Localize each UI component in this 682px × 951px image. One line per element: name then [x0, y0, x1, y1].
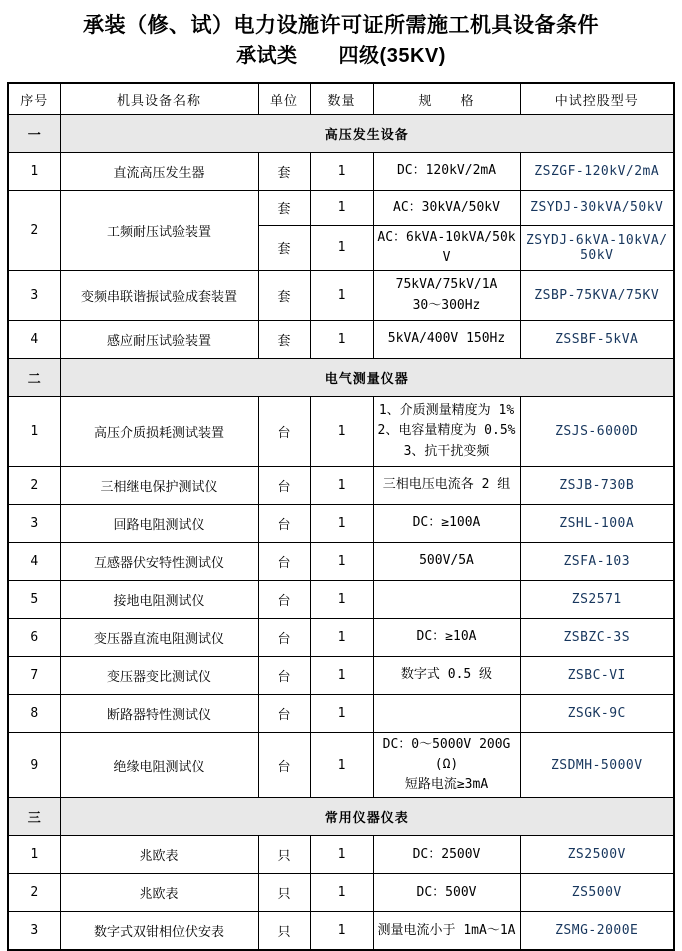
model-cell: ZSMG-2000E — [520, 912, 674, 950]
equipment-name-cell: 变压器直流电阻测试仪 — [60, 619, 258, 657]
row-number-cell: 1 — [8, 152, 60, 190]
row-number-cell: 8 — [8, 695, 60, 733]
spec-line: 2、电容量精度为 0.5% — [377, 423, 516, 439]
model-cell: ZSHL-100A — [520, 505, 674, 543]
spec-line: 短路电流≥3mA — [404, 777, 489, 793]
quantity-cell: 1 — [310, 543, 373, 581]
unit-cell: 台 — [258, 733, 310, 798]
spec-line: 75kVA/75kV/1A — [395, 277, 498, 293]
unit-cell: 只 — [258, 874, 310, 912]
row-number-cell: 2 — [8, 874, 60, 912]
spec-cell — [373, 657, 520, 695]
spec-line: 5kVA/400V 150Hz — [387, 331, 506, 347]
model-cell: ZSSBF-5kVA — [520, 321, 674, 359]
equipment-name-cell: 变频串联谐振试验成套装置 — [60, 271, 258, 321]
section-row — [8, 359, 674, 397]
spec-line: 500V/5A — [419, 553, 474, 569]
equipment-name-cell: 变压器变比测试仪 — [60, 657, 258, 695]
header-cell-unit: 单位 — [258, 83, 310, 114]
unit-cell: 台 — [258, 657, 310, 695]
page-subtitle: 承试类 四级(35KV) — [236, 45, 446, 68]
spec-line: DC：0～5000V 200G(Ω) — [382, 737, 511, 773]
quantity-cell: 1 — [310, 912, 373, 950]
row-number-cell: 1 — [8, 397, 60, 467]
equipment-name-cell: 互感器伏安特性测试仪 — [60, 543, 258, 581]
equipment-name-cell: 感应耐压试验装置 — [60, 321, 258, 359]
quantity-cell: 1 — [310, 505, 373, 543]
equipment-name-cell: 绝缘电阻测试仪 — [60, 733, 258, 798]
model-cell: ZSDMH-5000V — [520, 733, 674, 798]
equipment-name-cell: 断路器特性测试仪 — [60, 695, 258, 733]
unit-cell: 套 — [258, 225, 310, 270]
equipment-row — [8, 397, 674, 467]
model-cell: ZSYDJ-6kVA-10kVA/50kV — [520, 225, 674, 270]
table-header-row — [8, 83, 674, 114]
equipment-row — [8, 874, 674, 912]
spec-cell — [373, 912, 520, 950]
quantity-cell: 1 — [310, 271, 373, 321]
spec-cell — [373, 733, 520, 798]
header-cell-spec: 规 格 — [373, 83, 520, 114]
spec-line: 数字式 0.5 级 — [400, 667, 493, 683]
section-row — [8, 114, 674, 152]
row-number-cell: 1 — [8, 836, 60, 874]
equipment-name-cell: 接地电阻测试仪 — [60, 581, 258, 619]
spec-cell — [373, 467, 520, 505]
spec-cell — [373, 581, 520, 619]
spec-cell — [373, 505, 520, 543]
spec-line: 三相电压电流各 2 组 — [382, 477, 511, 493]
spec-line: 1、介质测量精度为 1% — [378, 403, 515, 419]
row-number-cell: 7 — [8, 657, 60, 695]
header-cell-equipment-name: 机具设备名称 — [60, 83, 258, 114]
unit-cell: 台 — [258, 695, 310, 733]
spec-line: 3、抗干扰变频 — [403, 443, 490, 459]
quantity-cell: 1 — [310, 657, 373, 695]
spec-cell — [373, 190, 520, 225]
unit-cell: 台 — [258, 505, 310, 543]
equipment-row — [8, 733, 674, 798]
page-title: 承装（修、试）电力设施许可证所需施工机具设备条件 — [83, 14, 599, 37]
unit-cell: 台 — [258, 543, 310, 581]
row-number-cell: 6 — [8, 619, 60, 657]
equipment-row — [8, 657, 674, 695]
unit-cell: 台 — [258, 467, 310, 505]
unit-cell: 台 — [258, 619, 310, 657]
table-body — [8, 114, 674, 950]
equipment-name-cell: 三相继电保护测试仪 — [60, 467, 258, 505]
row-number-cell: 5 — [8, 581, 60, 619]
spec-line: AC：30kVA/50kV — [393, 199, 500, 215]
equipment-row — [8, 467, 674, 505]
spec-cell — [373, 874, 520, 912]
model-cell: ZSYDJ-30kVA/50kV — [520, 190, 674, 225]
row-number-cell: 2 — [8, 467, 60, 505]
equipment-name-cell: 回路电阻测试仪 — [60, 505, 258, 543]
model-cell: ZSBZC-3S — [520, 619, 674, 657]
section-row — [8, 798, 674, 836]
equipment-row — [8, 619, 674, 657]
equipment-row — [8, 695, 674, 733]
unit-cell: 台 — [258, 581, 310, 619]
equipment-name-cell: 直流高压发生器 — [60, 152, 258, 190]
quantity-cell: 1 — [310, 225, 373, 270]
equipment-row — [8, 543, 674, 581]
unit-cell: 套 — [258, 190, 310, 225]
section-name: 电气测量仪器 — [60, 359, 674, 397]
spec-line: DC：120kV/2mA — [396, 163, 497, 179]
row-number-cell: 3 — [8, 505, 60, 543]
section-number: 一 — [8, 114, 60, 152]
spec-cell — [373, 152, 520, 190]
row-number-cell: 4 — [8, 321, 60, 359]
unit-cell: 台 — [258, 397, 310, 467]
equipment-row — [8, 152, 674, 190]
model-cell: ZS2500V — [520, 836, 674, 874]
equipment-name-cell: 工频耐压试验装置 — [60, 190, 258, 270]
equipment-table — [7, 82, 675, 951]
model-cell: ZSGK-9C — [520, 695, 674, 733]
equipment-row — [8, 505, 674, 543]
equipment-row — [8, 581, 674, 619]
model-cell: ZSFA-103 — [520, 543, 674, 581]
model-cell: ZS2571 — [520, 581, 674, 619]
spec-cell — [373, 225, 520, 270]
spec-cell — [373, 321, 520, 359]
spec-cell — [373, 271, 520, 321]
equipment-row — [8, 190, 674, 225]
spec-line: AC：6kVA-10kVA/50kV — [377, 229, 516, 265]
unit-cell: 只 — [258, 836, 310, 874]
unit-cell: 套 — [258, 321, 310, 359]
row-number-cell: 4 — [8, 543, 60, 581]
quantity-cell: 1 — [310, 619, 373, 657]
section-number: 二 — [8, 359, 60, 397]
spec-line: DC：≥100A — [412, 515, 481, 531]
section-name: 常用仪器仪表 — [60, 798, 674, 836]
spec-line: DC：500V — [416, 884, 477, 900]
quantity-cell: 1 — [310, 321, 373, 359]
spec-cell — [373, 695, 520, 733]
quantity-cell: 1 — [310, 190, 373, 225]
equipment-name-cell: 数字式双钳相位伏安表 — [60, 912, 258, 950]
section-number: 三 — [8, 798, 60, 836]
model-cell: ZSBP-75KVA/75KV — [520, 271, 674, 321]
equipment-name-cell: 兆欧表 — [60, 874, 258, 912]
section-name: 高压发生设备 — [60, 114, 674, 152]
model-cell: ZSJB-730B — [520, 467, 674, 505]
spec-cell — [373, 836, 520, 874]
model-cell: ZS500V — [520, 874, 674, 912]
spec-line: 测量电流小于 1mA～1A — [377, 922, 516, 938]
row-number-cell: 9 — [8, 733, 60, 798]
equipment-row — [8, 271, 674, 321]
spec-line: DC：2500V — [412, 846, 481, 862]
equipment-row — [8, 836, 674, 874]
unit-cell: 套 — [258, 271, 310, 321]
row-number-cell: 3 — [8, 271, 60, 321]
spec-line: DC：≥10A — [416, 629, 477, 645]
equipment-name-cell: 高压介质损耗测试装置 — [60, 397, 258, 467]
header-cell-quantity: 数量 — [310, 83, 373, 114]
header-cell-model: 中试控股型号 — [520, 83, 674, 114]
unit-cell: 套 — [258, 152, 310, 190]
quantity-cell: 1 — [310, 874, 373, 912]
quantity-cell: 1 — [310, 581, 373, 619]
spec-cell — [373, 543, 520, 581]
unit-cell: 只 — [258, 912, 310, 950]
equipment-name-cell: 兆欧表 — [60, 836, 258, 874]
spec-cell — [373, 397, 520, 467]
quantity-cell: 1 — [310, 467, 373, 505]
quantity-cell: 1 — [310, 397, 373, 467]
quantity-cell: 1 — [310, 733, 373, 798]
equipment-row — [8, 912, 674, 950]
spec-cell — [373, 619, 520, 657]
model-cell: ZSZGF-120kV/2mA — [520, 152, 674, 190]
header-cell-no: 序号 — [8, 83, 60, 114]
model-cell: ZSBC-VI — [520, 657, 674, 695]
quantity-cell: 1 — [310, 152, 373, 190]
equipment-row — [8, 321, 674, 359]
row-number-cell: 3 — [8, 912, 60, 950]
quantity-cell: 1 — [310, 836, 373, 874]
row-number-cell: 2 — [8, 190, 60, 270]
model-cell: ZSJS-6000D — [520, 397, 674, 467]
spec-line: 30～300Hz — [412, 297, 481, 313]
quantity-cell: 1 — [310, 695, 373, 733]
